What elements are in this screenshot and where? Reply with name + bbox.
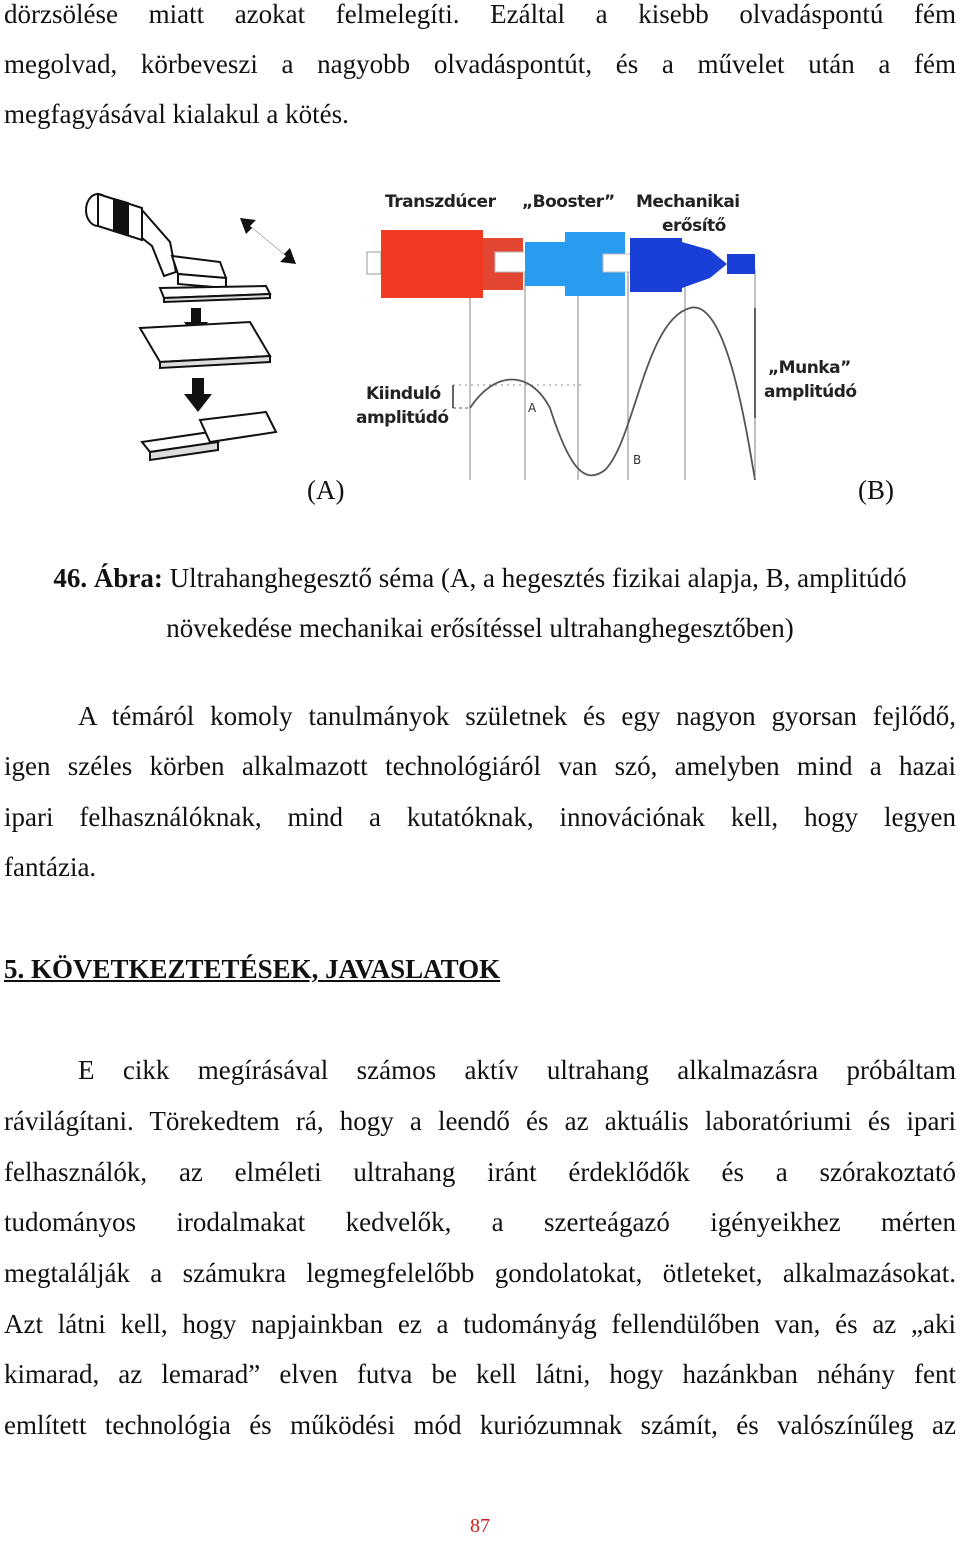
figure-label-a: (A) xyxy=(307,475,345,505)
point-a-label: A xyxy=(528,401,537,415)
booster-label: „Booster” xyxy=(522,192,615,212)
figure-label-b: (B) xyxy=(858,475,894,505)
sonotrode-drawing xyxy=(86,194,226,288)
paragraph-line: igen széles körben alkalmazott technológiáról van szó, amelyben mind a hazai xyxy=(4,751,956,781)
intro-line: megolvad, körbeveszi a nagyobb olvadáspontút, és a művelet után a fém xyxy=(4,49,956,79)
point-b-label: B xyxy=(633,453,642,467)
paragraph-line: Azt látni kell, hogy napjainkban ez a tudományág fellendülőben van, és az „aki xyxy=(4,1309,956,1339)
paragraph-line: fantázia. xyxy=(4,852,97,882)
paragraph-line: A témáról komoly tanulmányok születnek és egy nagyon gyorsan fejlődő, xyxy=(78,701,956,731)
section-heading: 5. KÖVETKEZTETÉSEK, JAVASLATOK xyxy=(4,954,501,984)
figure-caption-text: Ultrahanghegesztő séma (A, a hegesztés fizikai alapja, B, amplitúdó xyxy=(169,563,907,593)
joined-plates xyxy=(142,412,276,460)
vibration-arrow-icon xyxy=(234,210,304,270)
paragraph-line: felhasználók, az elméleti ultrahang iránt érdeklődők és a szórakoztató xyxy=(4,1157,956,1187)
figure-caption-line1 xyxy=(0,561,960,595)
transducer-body xyxy=(381,230,483,298)
down-arrow-icon xyxy=(184,378,212,412)
work-amp-label-line2: amplitúdó xyxy=(764,382,857,402)
figure-caption-line2: növekedése mechanikai erősítéssel ultrahanghegesztőben) xyxy=(166,613,794,643)
mech-amp-label-line1: Mechanikai xyxy=(636,192,740,212)
intro-line: megfagyásával kialakul a kötés. xyxy=(4,99,349,129)
input-amp-label-line1: Kiinduló xyxy=(366,384,441,404)
workpiece-plate-middle xyxy=(140,322,270,368)
paragraph-line: megtalálják a számukra legmegfelelőbb gondolatokat, ötleteket, alkalmazásokat. xyxy=(4,1258,956,1288)
paragraph-line: rávilágítani. Törekedtem rá, hogy a leendő és az aktuális laboratóriumi és ipari xyxy=(4,1106,956,1136)
paragraph-line: tudományos irodalmakat kedvelők, a szerteágazó igényeikhez mérten xyxy=(4,1207,956,1237)
paragraph-line: kimarad, az lemarad” elven futva be kell látni, hogy hazánkban néhány fent xyxy=(4,1359,956,1389)
input-amp-label-line2: amplitúdó xyxy=(356,408,449,428)
paragraph-line: említett technológia és működési mód kuriózumnak számít, és valószínűleg az xyxy=(4,1410,956,1440)
paragraph-line: ipari felhasználóknak, mind a kutatóknak, innovációnak kell, hogy legyen xyxy=(4,802,956,832)
workpiece-plates-top xyxy=(160,286,270,302)
booster-block xyxy=(525,232,643,296)
figure-b-diagram xyxy=(345,180,860,495)
mech-amp-label-line2: erősítő xyxy=(662,216,726,236)
transducer-label: Transzdúcer xyxy=(385,192,496,212)
guide-lines xyxy=(470,270,755,480)
transducer-block xyxy=(367,230,531,298)
work-amp-label-line1: „Munka” xyxy=(768,358,851,378)
figure-caption-number: 46. Ábra: xyxy=(53,563,163,593)
amplifier-block xyxy=(630,238,755,292)
page-number: 87 xyxy=(470,1515,490,1537)
intro-line: dörzsölése miatt azokat felmelegíti. Ezáltal a kisebb olvadáspontú fém xyxy=(4,0,956,29)
paragraph-line: E cikk megírásával számos aktív ultrahang alkalmazásra próbáltam xyxy=(78,1055,956,1085)
amplitude-wave xyxy=(470,307,755,480)
